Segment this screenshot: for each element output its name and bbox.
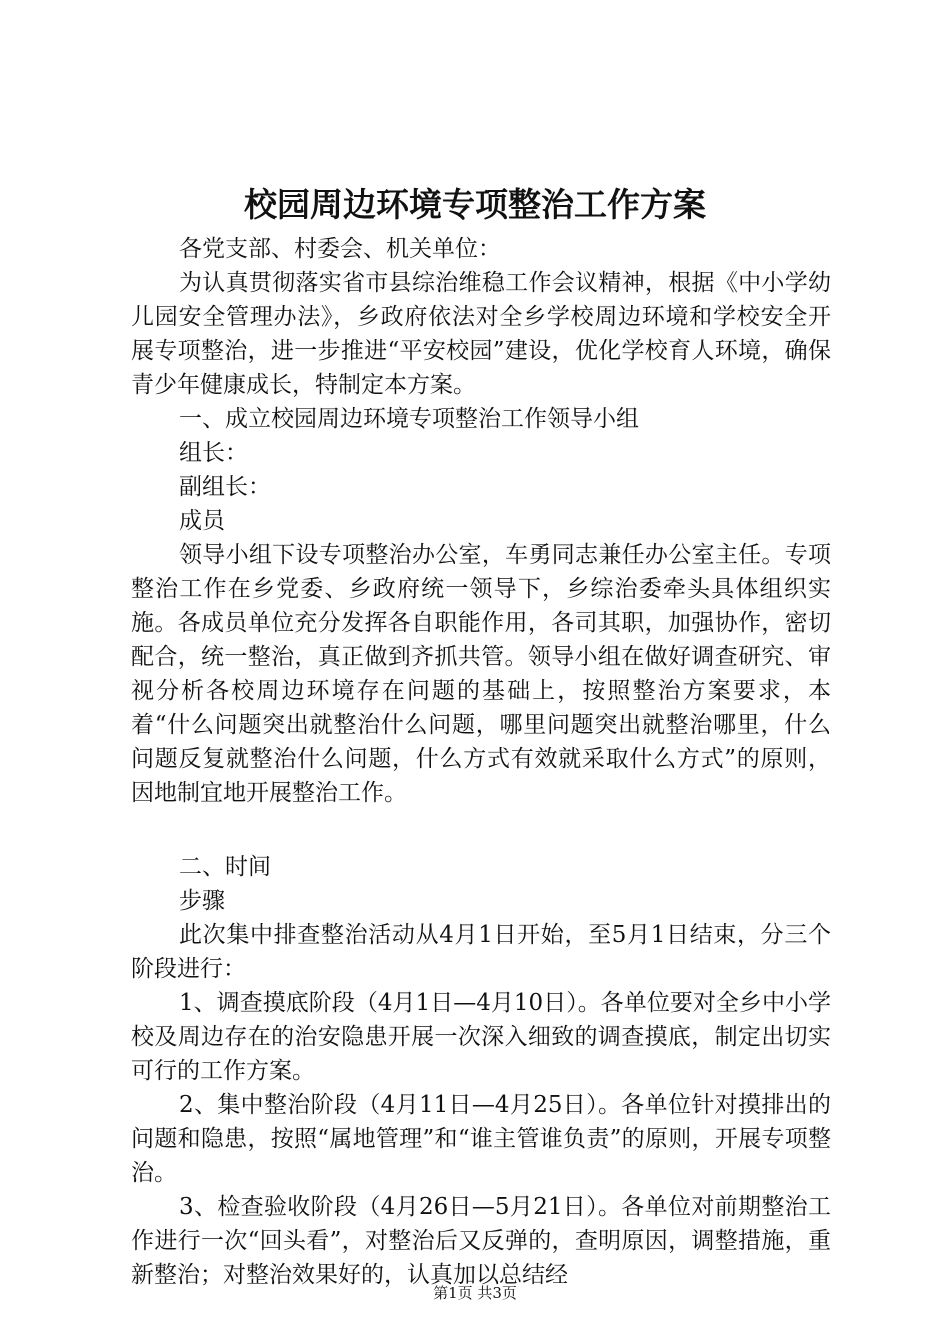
salutation: 各党支部、村委会、机关单位： [179,236,501,262]
team-leader-line: 组长： [179,440,248,466]
section-heading-2: 二、时间 [179,854,271,880]
intro-paragraph: 为认真贯彻落实省市县综治维稳工作会议精神，根据《中小学幼儿园安全管理办法》，乡政府依法对全乡学校周边环境和学校安全开展专项整治，进一步推进“平安校园”建设，优化学校育人环境，确保青少年健康成长，特制定本方案。 [131,270,831,398]
stage-2-paragraph: 2、集中整治阶段（4月11日—4月25日）。各单位针对摸排出的问题和隐患，按照“属地管理”和“谁主管谁负责”的原则，开展专项整治。 [131,1092,831,1186]
deputy-leader-line: 副组长： [179,474,271,500]
document-body [131,232,831,1292]
document-title: 校园周边环境专项整治工作方案 [244,185,706,224]
members-line: 成员 [179,508,225,534]
office-paragraph: 领导小组下设专项整治办公室，车勇同志兼任办公室主任。专项整治工作在乡党委、乡政府统一领导下，乡综治委牵头具体组织实施。各成员单位充分发挥各自职能作用，各司其职，加强协作，密切配合，统一整治，真正做到齐抓共管。领导小组在做好调查研究、审视分析各校周边环境存在问题的基础上，按照整治方案要求，本着“什么问题突出就整治什么问题，哪里问题突出就整治哪里，什么问题反复就整治什么问题，什么方式有效就采取什么方式”的原则，因地制宜地开展整治工作。 [131,542,831,806]
steps-line: 步骤 [179,888,225,914]
stage-1-paragraph: 1、调查摸底阶段（4月1日—4月10日）。各单位要对全乡中小学校及周边存在的治安隐患开展一次深入细致的调查摸底，制定出切实可行的工作方案。 [131,990,831,1084]
schedule-paragraph: 此次集中排查整治活动从4月1日开始，至5月1日结束，分三个阶段进行： [131,922,831,982]
paragraph-gap [131,810,831,850]
page-number-footer: 第1页 共3页 [433,1284,517,1302]
section-heading-1: 一、成立校园周边环境专项整治工作领导小组 [179,406,639,432]
stage-3-paragraph: 3、检查验收阶段（4月26日—5月21日）。各单位对前期整治工作进行一次“回头看”，对整治后又反弹的，查明原因，调整措施，重新整治；对整治效果好的，认真加以总结经 [131,1194,831,1288]
